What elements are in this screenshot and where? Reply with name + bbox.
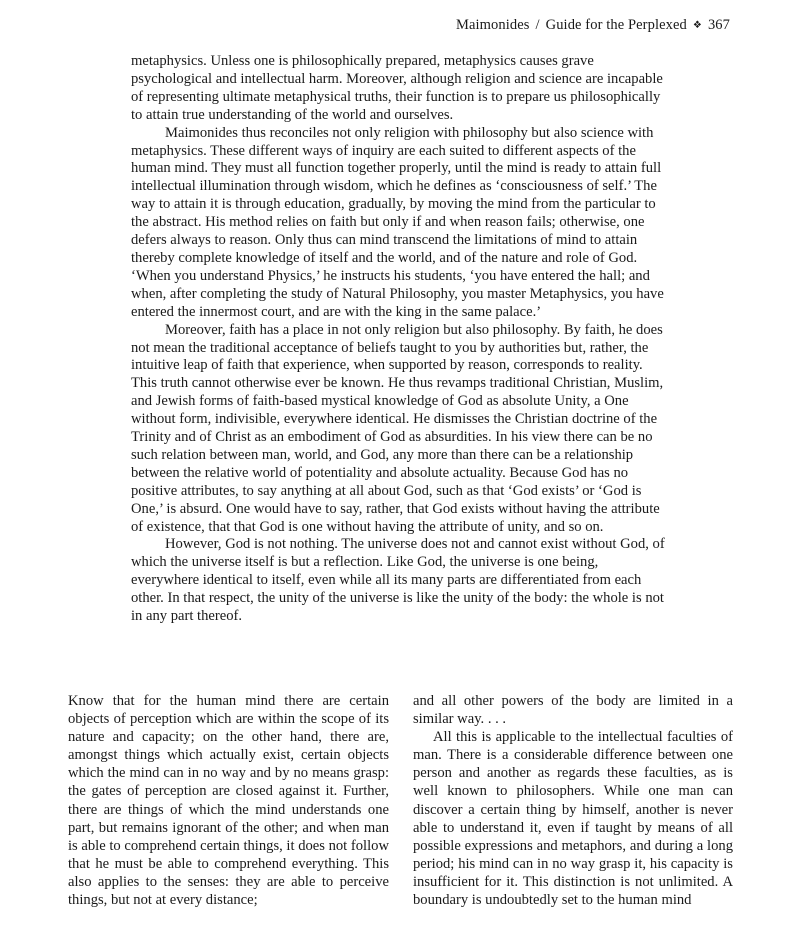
quote-paragraph-1-continued: and all other powers of the body are limited in a similar way. . . . bbox=[413, 693, 733, 728]
running-head bbox=[456, 17, 730, 34]
running-head-title: Guide for the Perplexed bbox=[545, 17, 687, 33]
main-body-text bbox=[131, 53, 665, 626]
running-head-author: Maimonides bbox=[456, 17, 530, 33]
body-paragraph-2: Maimonides thus reconciles not only religion with philosophy but also science with metaphysics. These different ways of inquiry are each suited to different aspects of the human mind. They must all function together properly, until the mind is ready to attain full intellectual illumination through wisdom, which he defines as ‘consciousness of self.’ The way to attain it is through education, gradually, by moving the mind from the particular to the abstract. His method relies on faith but only if and when reason fails; otherwise, one defers always to reason. Only thus can mind transcend the limitations of mind to attain thereby complete knowledge of itself and the world, and of the nature and role of God. ‘When you understand Physics,’ he instructs his students, ‘you have entered the hall; and when, after completing the study of Natural Philosophy, you master Metaphysics, you have entered the innermost court, and are with the king in the same palace.’ bbox=[131, 124, 664, 320]
quote-paragraph-1: Know that for the human mind there are certain objects of perception which are within the scope of its nature and capacity; on the other hand, there are, amongst things which actually exist, certain objects which the mind can in no way and by no means grasp: the gates of perception are closed against it. Further, there are things of which the mind understands one part, but remains ignorant of the other; and when man is able to comprehend certain things, it does not follow that he must be able to comprehend everything. This also applies to the senses: they are able to perceive things, but not at every distance; bbox=[68, 693, 389, 909]
ornament-icon: ❖ bbox=[692, 20, 702, 31]
body-paragraph-3: Moreover, faith has a place in not only religion but also philosophy. By faith, he does not mean the traditional acceptance of beliefs taught to you by authorities but, rather, the intuitive leap of faith that experience, when supported by reason, corresponds to reality. This truth cannot otherwise ever be known. He thus revamps traditional Christian, Muslim, and Jewish forms of faith-based mystical knowledge of God as absolute Unity, a One without form, indivisible, everywhere identical. He dismisses the Christian doctrine of the Trinity and of Christ as an embodiment of God as absurdities. In his view there can be no such relation between man, world, and God, any more than there can be a relationship between the relative world of potentiality and absolute actuality. Because God has no positive attributes, to say anything at all about God, such as that ‘God exists’ or ‘God is One,’ is absurd. One would have to say, rather, that God exists without having the attribute of existence, that that God is one without having the attribute of unity, and so on. bbox=[131, 321, 664, 535]
body-paragraph-4: However, God is not nothing. The universe does not and cannot exist without God, of which the universe itself is but a reflection. Like God, the universe is one being, everywhere identical to itself, even while all its many parts are differentiated from each other. In that respect, the unity of the universe is like the unity of the body: the whole is not in any part thereof. bbox=[131, 536, 665, 625]
page-number: 367 bbox=[707, 17, 730, 33]
quote-column-left bbox=[68, 692, 389, 909]
quote-paragraph-2: All this is applicable to the intellectual faculties of man. There is a considerable difference between one person and another as regards these faculties, as is well known to philosophers. While one man can discover a certain thing by himself, another is never able to understand it, even if taught by means of all possible expressions and metaphors, and during a long period; his mind can in no way grasp it, his capacity is insufficient for it. This distinction is not unlimited. A boundary is undoubtedly set to the human mind bbox=[413, 729, 733, 909]
body-paragraph-1: metaphysics. Unless one is philosophically prepared, metaphysics causes grave psychological and intellectual harm. Moreover, although religion and science are incapable of representing ultimate metaphysical truths, their function is to prepare us philosophically to attain true understanding of the world and ourselves. bbox=[131, 53, 663, 123]
quote-column-right bbox=[413, 692, 733, 909]
running-head-separator: / bbox=[535, 17, 540, 33]
